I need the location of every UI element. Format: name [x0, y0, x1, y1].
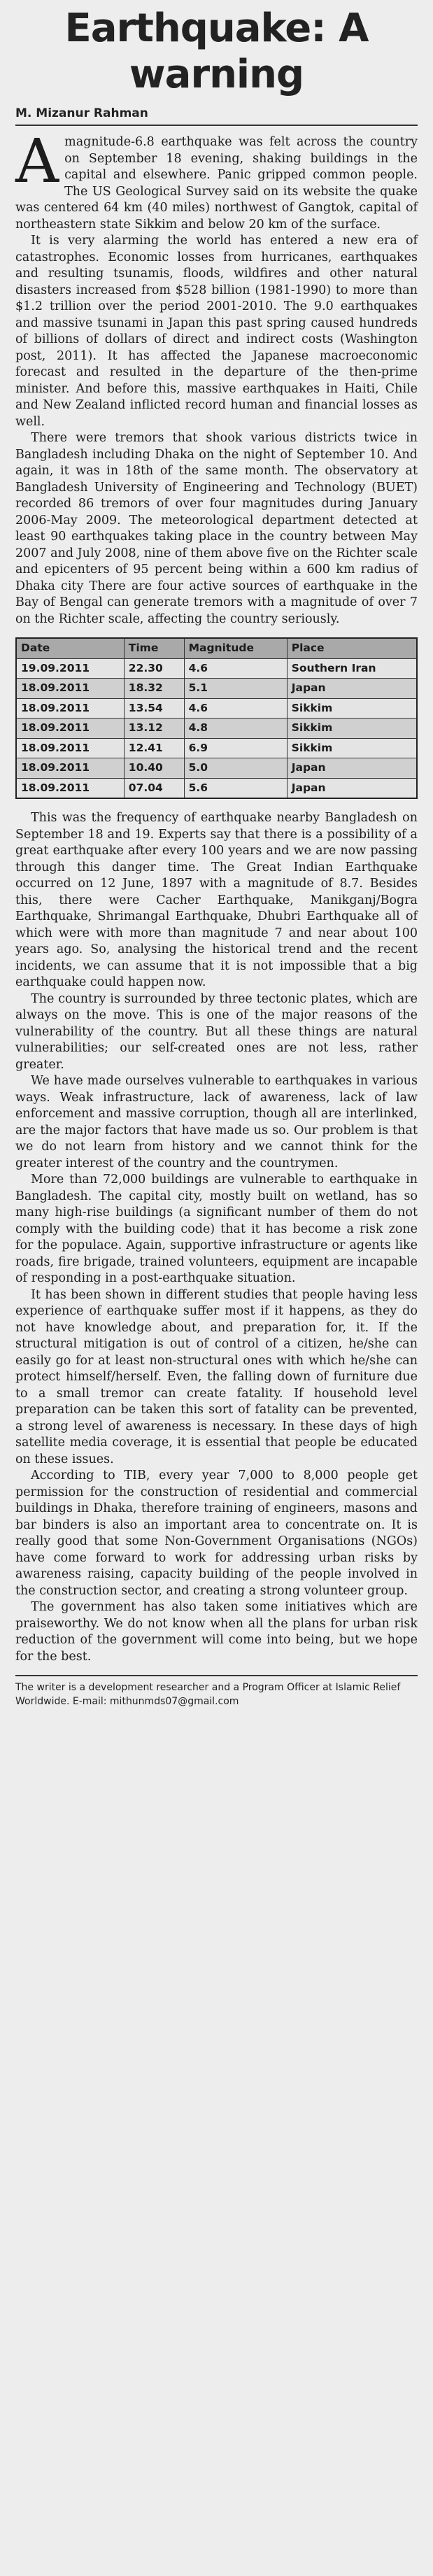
- table-row: [16, 658, 417, 679]
- table-header-cell: Place: [287, 638, 417, 658]
- table-cell: 18.09.2011: [16, 738, 124, 758]
- article-paragraph: There were tremors that shook various districts twice in Bangladesh including Dhaka on the night of September 10. And again, it was in 18th of the same month. The observatory at Bangladesh University of Engineering and Technology (BUET) recorded 86 tremors of over four magnitudes during January 2006-May 2009. The meteorological department detected at least 90 earthquakes taking place in the country between May 2007 and July 2008, nine of them above five on the Richter scale and epicenters of 95 percent being within a 600 km radius of Dhaka city There are four active sources of earthquake in the Bay of Bengal can generate tremors with a magnitude of over 7 on the Richter scale, affecting the country seriously.: [15, 431, 418, 626]
- table-row: [16, 758, 417, 779]
- table-cell: Southern Iran: [287, 658, 417, 679]
- table-cell: Japan: [287, 758, 417, 779]
- article-paragraph: We have made ourselves vulnerable to earthquakes in various ways. Weak infrastructure, lack of awareness, lack of law enforcement and massive corruption, though all are interlinked, are the major factors that have made us so. Our problem is that we do not learn from history and we cannot think for the greater interest of the country and the countrymen.: [15, 1074, 418, 1170]
- table-cell: 12.41: [124, 738, 184, 758]
- article-paragraph: This was the frequency of earthquake nearby Bangladesh on September 18 and 19. Experts say that there is a possibility of a great earthquake after every 100 years and we are now passing through this danger time. The Great Indian Earthquake occurred on 12 June, 1897 with a magnitude of 8.7. Besides this, there were Cacher Earthquake, Manikganj/Bogra Earthquake, Shrimangal Earthquake, Dhubri Earthquake all of which were with more than magnitude 7 and near about 100 years ago. So, analysing the historical trend and the recent incidents, we can assume that it is not impossible that a big earthquake could happen now.: [15, 811, 418, 989]
- paragraph-text: magnitude-6.8 earthquake was felt across the country on September 18 evening, shaking buildings in the capital and elsewhere. Panic gripped common people. The US Geological Survey said on its website the quake was centered 64 km (40 miles) northwest of Gangtok, capital of northeastern state Sikkim and below 20 km of the surface.: [15, 135, 418, 232]
- drop-cap: A: [15, 127, 59, 197]
- table-header-cell: Date: [16, 638, 124, 658]
- table-cell: 19.09.2011: [16, 658, 124, 679]
- article-paragraph: The country is surrounded by three tectonic plates, which are always on the move. This is one of the major reasons of the vulnerability of the country. But all these things are natural vulnerabilities; our self-created ones are not less, rather greater.: [15, 991, 418, 1072]
- table-cell: 5.6: [184, 778, 287, 798]
- article-paragraph: The government has also taken some initiatives which are praiseworthy. We do not know when all the plans for urban risk reduction of the government will come into being, but we hope for the best.: [15, 1600, 418, 1664]
- table-cell: 6.9: [184, 738, 287, 758]
- author-note: The writer is a development researcher and a Program Officer at Islamic Relief Worldwide. E-mail: mithunmds07@gmail.com: [15, 1675, 418, 1708]
- table-cell: 18.09.2011: [16, 778, 124, 798]
- table-header-cell: Time: [124, 638, 184, 658]
- table-cell: Japan: [287, 778, 417, 798]
- table-cell: 13.54: [124, 698, 184, 719]
- article-paragraph: According to TIB, every year 7,000 to 8,000 people get permission for the construction of residential and commercial buildings in Dhaka, therefore training of engineers, masons and bar binders is also an important area to concentrate on. It is really good that some Non-Government Organisations (NGOs) have come forward to work for addressing urban risks by awareness raising, capacity building of the people involved in the construction sector, and creating a strong volunteer group.: [15, 1469, 418, 1598]
- table-row: [16, 778, 417, 798]
- table-row: [16, 698, 417, 719]
- article-headline: Earthquake: A warning: [64, 6, 369, 97]
- table-cell: 4.8: [184, 719, 287, 739]
- earthquake-table: [15, 637, 418, 799]
- table-cell: Japan: [287, 679, 417, 699]
- table-cell: 4.6: [184, 698, 287, 719]
- article-body: [15, 127, 418, 1665]
- table-cell: 10.40: [124, 758, 184, 779]
- table-cell: 18.09.2011: [16, 679, 124, 699]
- table-cell: 18.32: [124, 679, 184, 699]
- table-row: [16, 738, 417, 758]
- article-byline: M. Mizanur Rahman: [15, 106, 418, 126]
- table-cell: Sikkim: [287, 698, 417, 719]
- article-paragraph: [15, 127, 418, 233]
- table-cell: 13.12: [124, 719, 184, 739]
- table-row: [16, 679, 417, 699]
- table-cell: 4.6: [184, 658, 287, 679]
- table-cell: 18.09.2011: [16, 719, 124, 739]
- table-cell: 18.09.2011: [16, 698, 124, 719]
- table-cell: 5.0: [184, 758, 287, 779]
- article-paragraph: More than 72,000 buildings are vulnerable to earthquake in Bangladesh. The capital city, mostly built on wetland, has so many high-rise buildings (a significant number of them do not comply with the building code) that it has become a risk zone for the populace. Again, supportive infrastructure or agents like roads, fire brigade, trained volunteers, equipment are incapable of responding in a post-earthquake situation.: [15, 1173, 418, 1285]
- article-paragraph: It is very alarming the world has entered a new era of catastrophes. Economic losses from hurricanes, earthquakes and resulting tsunamis, floods, wildfires and other natural disasters increased from $528 billion (1981-1990) to more than $1.2 trillion over the period 2001-2010. The 9.0 earthquakes and massive tsunami in Japan this past spring caused hundreds of billions of dollars of direct and indirect costs (Washington post, 2011). It has affected the Japanese macroeconomic forecast and resulted in the departure of the then-prime minister. And before this, massive earthquakes in Haiti, Chile and New Zealand inflicted record human and financial losses as well.: [15, 234, 418, 429]
- table-header-row: [16, 638, 417, 658]
- table-cell: 22.30: [124, 658, 184, 679]
- table-cell: 18.09.2011: [16, 758, 124, 779]
- table-cell: Sikkim: [287, 719, 417, 739]
- table-row: [16, 719, 417, 739]
- table-header-cell: Magnitude: [184, 638, 287, 658]
- table-cell: 5.1: [184, 679, 287, 699]
- table-cell: 07.04: [124, 778, 184, 798]
- table-cell: Sikkim: [287, 738, 417, 758]
- article-paragraph: It has been shown in different studies that people having less experience of earthquake suffer most if it happens, as they do not have knowledge about, and preparation for, it. If the structural mitigation is out of control of a citizen, he/she can easily go for at least non-structural ones with which he/she can protect himself/herself. Even, the falling down of furniture due to a small tremor can create fatality. If household level preparation can be taken this sort of fatality can be prevented, a strong level of awareness is necessary. In these days of high satellite media coverage, it is essential that people be educated on these issues.: [15, 1287, 418, 1466]
